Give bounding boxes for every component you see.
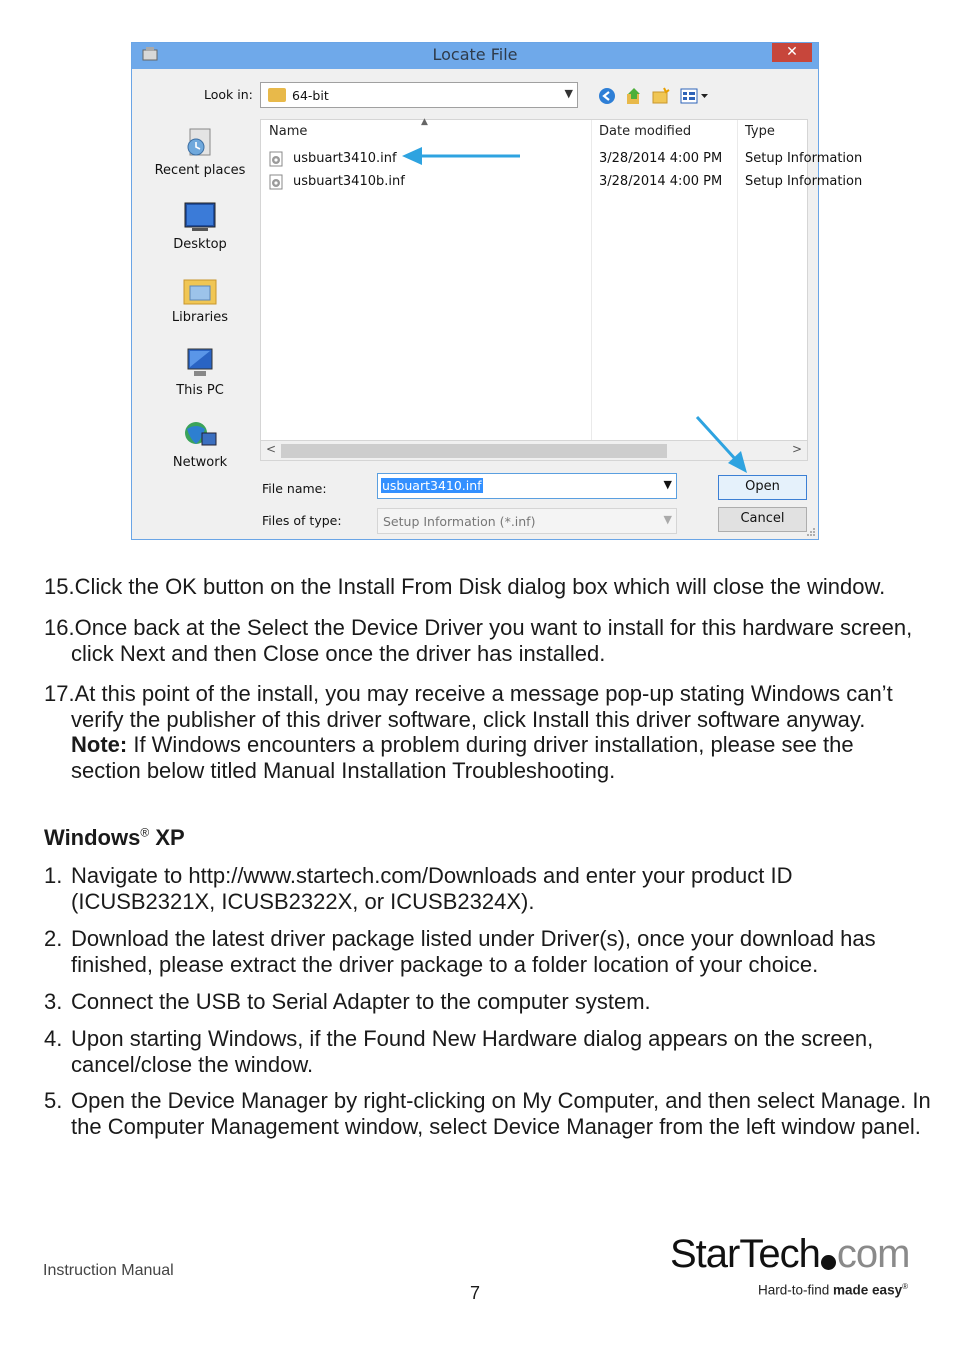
page-number: 7 [470, 1283, 481, 1303]
column-header-type[interactable]: Type [745, 124, 775, 139]
section-title-suffix: XP [149, 825, 185, 850]
open-button[interactable]: Open [718, 475, 807, 500]
step-item [44, 681, 924, 783]
step-text: Click the OK button on the Install From Disk dialog box which will close the window. [74, 574, 886, 599]
step-item [44, 574, 924, 600]
logo-dot-icon [821, 1255, 836, 1270]
section-title-text: Windows [44, 825, 141, 850]
tagline-text: Hard-to-find [758, 1282, 834, 1298]
scroll-right-icon[interactable]: > [791, 442, 802, 456]
step-number: 4. [44, 1026, 63, 1051]
step-text: Once back at the Select the Device Driver you want to install for this hardware screen, click Next and then Close once the driver has installed. [71, 615, 913, 666]
dialog-title: Locate File [432, 45, 518, 64]
look-in-value: 64-bit [292, 88, 329, 103]
column-header-date[interactable]: Date modified [599, 124, 692, 139]
step-number: 5. [44, 1088, 63, 1113]
chevron-down-icon[interactable]: ▼ [663, 478, 672, 491]
step-text: At this point of the install, you may receive a message pop-up stating Windows can’t verify the publisher of this driver software, click Install this driver software anyway. [71, 681, 893, 732]
file-date: 3/28/2014 4:00 PM [599, 151, 723, 166]
file-name: usbuart3410.inf [293, 151, 397, 166]
step-number: 2. [44, 926, 63, 951]
tagline-reg: ® [902, 1282, 908, 1291]
file-type: Setup Information [745, 151, 863, 166]
step-text: Connect the USB to Serial Adapter to the computer system. [71, 989, 651, 1014]
step-number: 17. [44, 681, 75, 706]
place-label: Desktop [173, 237, 227, 252]
step-number: 1. [44, 863, 63, 888]
step-number: 3. [44, 989, 63, 1014]
file-type-value: Setup Information (*.inf) [383, 514, 536, 529]
close-button[interactable]: ✕ [772, 43, 812, 62]
tagline-bold: made easy [833, 1282, 903, 1298]
chevron-down-icon: ▼ [663, 513, 672, 526]
logo-brand-text: StarTech [670, 1232, 820, 1276]
place-label: Network [172, 455, 228, 470]
note-text: If Windows encounters a problem during driver installation, please see the section below titled Manual Installation Troubleshooting. [71, 732, 854, 783]
place-label: Libraries [171, 310, 229, 325]
step-text: Open the Device Manager by right-clicking on My Computer, and then select Manage. In the Computer Management window, select Device Manager from the left window panel. [71, 1088, 931, 1139]
logo-wordmark [670, 1232, 909, 1277]
note-label: Note: [71, 732, 128, 757]
cancel-button[interactable]: Cancel [718, 507, 807, 532]
locate-file-dialog [131, 42, 863, 540]
step-text: Download the latest driver package listed under Driver(s), once your download has finished, please extract the driver package to a folder location of your choice. [71, 926, 876, 977]
file-date: 3/28/2014 4:00 PM [599, 174, 723, 189]
look-in-label: Look in: [204, 87, 253, 102]
startech-logo [670, 1232, 910, 1307]
section-title [44, 825, 185, 851]
place-label: This PC [176, 383, 224, 398]
step-text: Navigate to http://www.startech.com/Downloads and enter your product ID (ICUSB2321X, ICUSB2322X, or ICUSB2324X). [71, 863, 793, 914]
file-type: Setup Information [745, 174, 863, 189]
step-number: 15. [44, 574, 75, 599]
file-name-label: File name: [262, 481, 327, 496]
place-label: Recent places [154, 163, 246, 178]
footer-label: Instruction Manual [43, 1262, 174, 1279]
step-item [44, 615, 924, 666]
scroll-left-icon[interactable]: < [266, 442, 277, 456]
step-text: Upon starting Windows, if the Found New Hardware dialog appears on the screen, cancel/close the window. [71, 1026, 874, 1077]
annotation-arrows [132, 43, 863, 539]
step-number: 16. [44, 615, 75, 640]
sort-arrow-icon: ▲ [421, 117, 428, 127]
arrow-to-open-button [697, 417, 747, 473]
registered-mark: ® [140, 825, 150, 840]
column-header-name[interactable]: Name [269, 124, 308, 139]
file-type-label: Files of type: [262, 513, 342, 528]
file-name: usbuart3410b.inf [293, 174, 405, 189]
arrow-to-file [402, 147, 520, 165]
logo-com-text: com [836, 1232, 910, 1276]
logo-tagline [758, 1282, 908, 1298]
file-name-value: usbuart3410.inf [382, 478, 482, 493]
chevron-down-icon: ▼ [564, 87, 573, 100]
